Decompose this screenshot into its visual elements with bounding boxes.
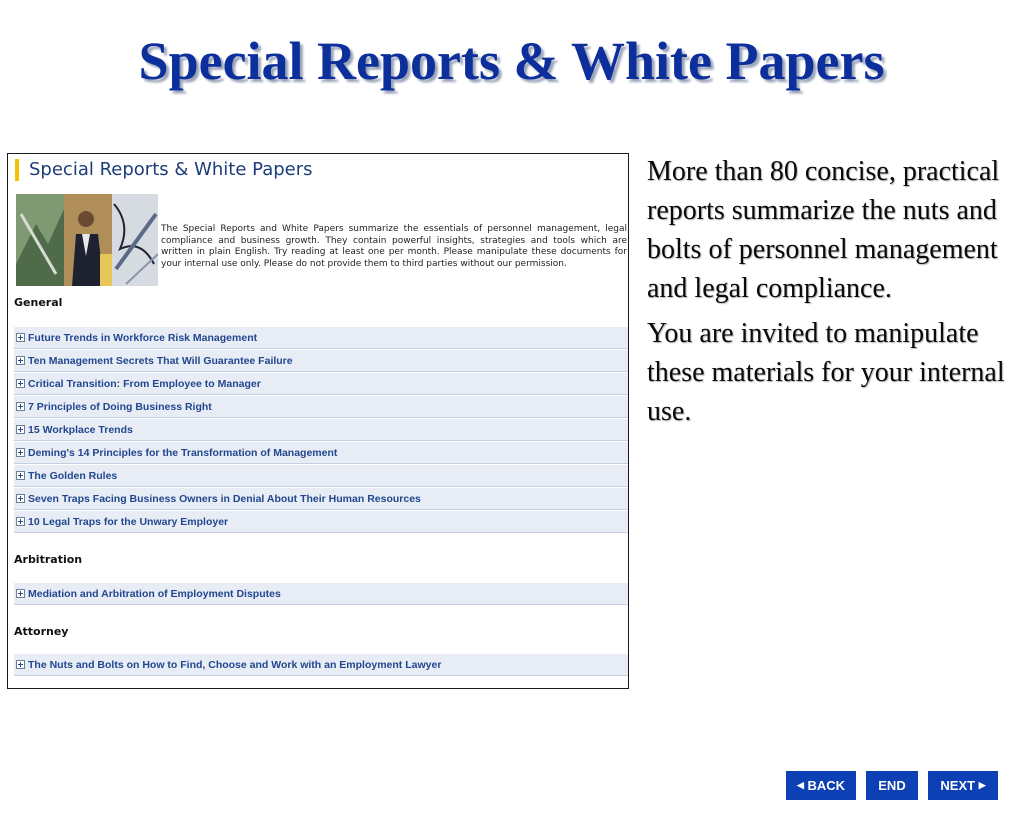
list-item[interactable]: The Nuts and Bolts on How to Find, Choose and Work with an Employment Lawyer <box>14 654 628 676</box>
list-item[interactable]: Seven Traps Facing Business Owners in Denial About Their Human Resources <box>14 488 628 510</box>
reports-panel <box>7 153 629 689</box>
expand-plus-icon[interactable] <box>16 425 25 434</box>
header-photo-collage <box>16 194 158 286</box>
list-item[interactable]: Critical Transition: From Employee to Manager <box>14 373 628 395</box>
list-item[interactable]: The Golden Rules <box>14 465 628 487</box>
list-item[interactable]: Deming's 14 Principles for the Transformation of Management <box>14 442 628 464</box>
expand-plus-icon[interactable] <box>16 333 25 342</box>
expand-plus-icon[interactable] <box>16 517 25 526</box>
arbitration-list <box>14 583 628 606</box>
expand-plus-icon[interactable] <box>16 660 25 669</box>
expand-plus-icon[interactable] <box>16 471 25 480</box>
caret-left-icon: ◀ <box>796 780 804 790</box>
side-description <box>647 152 1017 437</box>
list-item[interactable]: 7 Principles of Doing Business Right <box>14 396 628 418</box>
expand-plus-icon[interactable] <box>16 356 25 365</box>
end-button[interactable]: END <box>866 771 918 800</box>
general-list <box>14 327 628 534</box>
section-label-arbitration: Arbitration <box>14 553 83 566</box>
list-item[interactable]: Mediation and Arbitration of Employment Disputes <box>14 583 628 605</box>
list-item[interactable]: Future Trends in Workforce Risk Management <box>14 327 628 349</box>
expand-plus-icon[interactable] <box>16 402 25 411</box>
back-button[interactable]: ◀ BACK <box>786 771 856 800</box>
expand-plus-icon[interactable] <box>16 448 25 457</box>
list-item[interactable]: 10 Legal Traps for the Unwary Employer <box>14 511 628 533</box>
section-label-attorney: Attorney <box>14 625 69 638</box>
list-item[interactable]: Ten Management Secrets That Will Guarantee Failure <box>14 350 628 372</box>
attorney-list <box>14 654 628 677</box>
side-paragraph-1: More than 80 concise, practical reports summarize the nuts and bolts of personnel management and legal compliance. <box>647 156 1000 304</box>
slide-title: Special Reports & White Papers <box>138 31 885 91</box>
list-item[interactable]: 15 Workplace Trends <box>14 419 628 441</box>
expand-plus-icon[interactable] <box>16 494 25 503</box>
side-paragraph-2: You are invited to manipulate these materials for your internal use. <box>647 318 1005 427</box>
next-button[interactable]: NEXT ▶ <box>928 771 998 800</box>
caret-right-icon: ▶ <box>978 780 986 790</box>
intro-text: The Special Reports and White Papers summarize the essentials of personnel management, legal compliance and business growth. They contain powerful insights, strategies and tools which are written in plain English. Try reading at least one per month. Please manipulate these documents for your internal use only. Please do not provide them to third parties without our permission. <box>161 224 627 269</box>
panel-heading: Special Reports & White Papers <box>15 159 313 181</box>
expand-plus-icon[interactable] <box>16 379 25 388</box>
expand-plus-icon[interactable] <box>16 589 25 598</box>
section-label-general: General <box>14 296 63 309</box>
